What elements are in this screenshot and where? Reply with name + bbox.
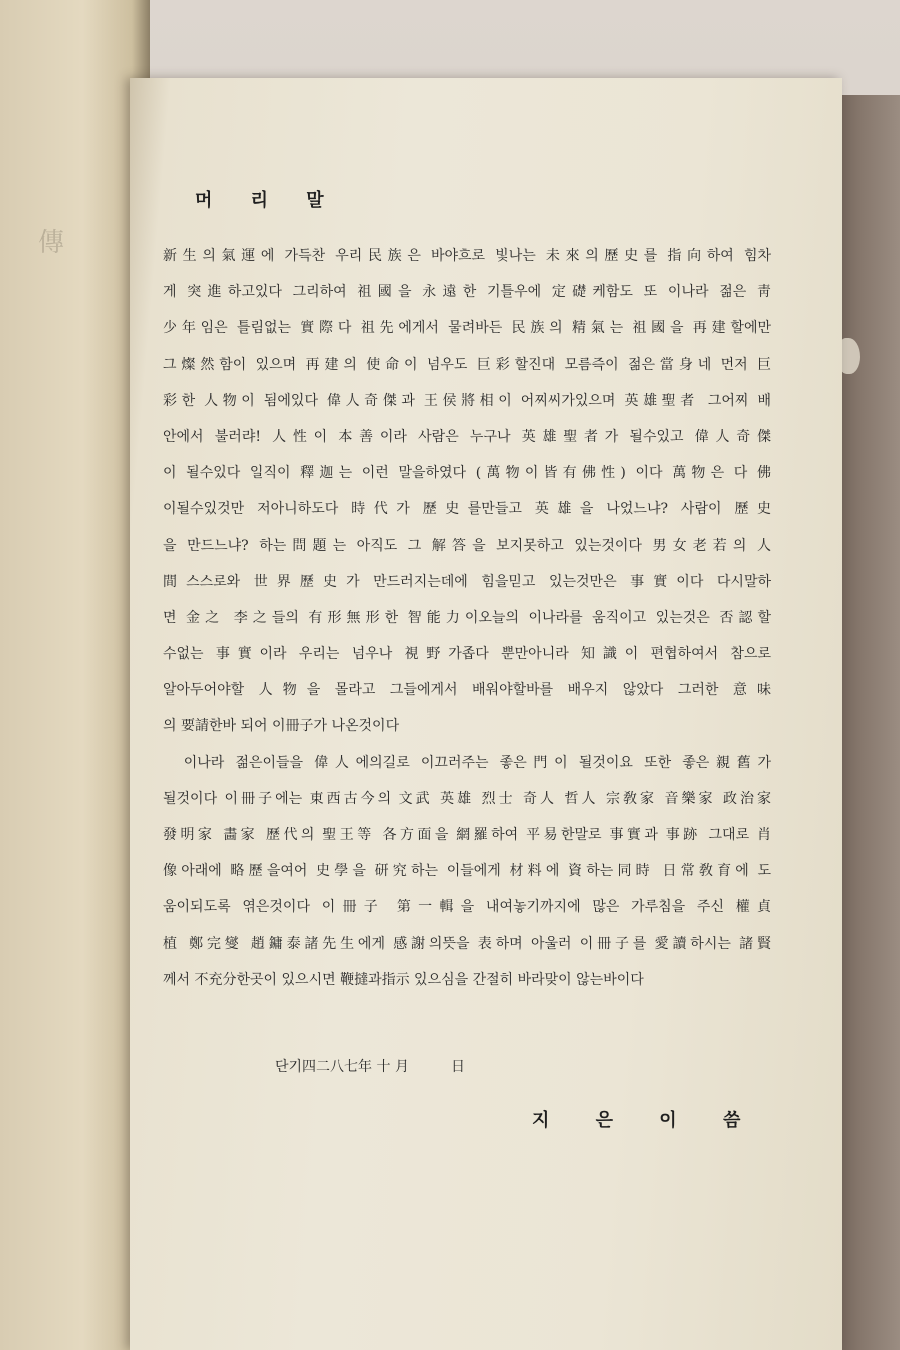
date-line: 단기四二八七年 十 月 日: [275, 1059, 465, 1075]
text-line: 新生의氣運에 가득찬 우리民族은 바야흐로 빛나는 未來의歷史를 指向하여 힘차: [163, 248, 771, 264]
text-line: 안에서 불러랴! 人性이 本善이라 사람은 누구나 英雄聖者가 될수있고 偉人奇傑: [163, 428, 771, 445]
previous-page: [0, 0, 150, 1350]
text-line: 植 鄭完燮 趙鏞泰諸先生에게 感謝의뜻을 表하며 아울러 이冊子를 愛讀하시는 諸賢: [163, 935, 771, 952]
text-line: 發明家 畵家 歷代의 聖王等 各方面을 網羅하여 平易한말로 事實과 事跡 그대로 肖: [163, 827, 771, 843]
text-line: 이나라 젊은이들을 偉人에의길로 이끄러주는 좋은門이 될것이요 또한 좋은親舊가: [163, 754, 771, 771]
text-line: 의 要請한바 되어 이冊子가 나온것이다: [163, 718, 400, 735]
page-heading: 머 리 말: [195, 190, 340, 211]
text-line: 少年임은 틀림없는 實際다 祖先에게서 물려바든 民族의 精氣는 祖國을 再建할에만: [163, 320, 771, 337]
text-line: 될것이다 이冊子에는 東西古今의 文武 英雄 烈士 奇人 哲人 宗敎家 音樂家 政治家: [163, 790, 771, 807]
text-line: 알아두어야할 人物을 몰라고 그들에게서 배워야할바를 배우지 않았다 그러한 意味: [163, 682, 771, 699]
text-line: 께서 不充分한곳이 있으시면 鞭撻과指示 있으심을 간절히 바라맞이 않는바이다: [163, 971, 644, 988]
text-line: 이 될수있다 일직이 釋迦는 이런 말을하였다 (萬物이皆有佛性) 이다 萬物은 다 佛: [163, 465, 771, 482]
text-line: 을 만드느냐? 하는問題는 아직도 그 解答을 보지못하고 있는것이다 男女老若의 人: [163, 537, 771, 554]
text-line: 움이되도록 엮은것이다 이冊子 第一輯을 내여놓기까지에 많은 가루침을 주신 權貞: [163, 899, 771, 916]
text-line: 그燦然함이 있으며 再建의 使命이 넘우도 巨彩할진대 모름즉이 젊은當身네 먼저 巨: [163, 356, 771, 373]
text-line: 이될수있것만 저아니하도다 時代가 歷史를만들고 英雄을 나었느냐? 사람이 歷史: [163, 501, 771, 518]
text-line: 像아래에 略歷을여어 史學을 研究하는 이들에게 材料에 資하는同時 日常敎育에 도: [163, 863, 771, 880]
text-line: 間스스로와 世界歷史가 만드러지는데에 힘을믿고 있는것만은 事實이다 다시말하: [163, 573, 771, 590]
text-line: 彩한 人物이 됨에있다 偉人奇傑과 王侯將相이 어찌씨가있으며 英雄聖者 그어찌 배: [163, 392, 771, 409]
text-line: 게 突進하고있다 그리하여 祖國을 永遠한 기틀우에 定礎케함도 또 이나라 젊은 靑: [163, 284, 771, 301]
bleed-through-text: 傳: [38, 228, 65, 258]
text-line: 수없는 事實이라 우리는 넘우나 視野가좁다 뿐만아니라 知識이 편협하여서 참으로: [163, 646, 771, 663]
book-cover-edge: [832, 95, 900, 1350]
author-signature: 지 은 이 씀: [532, 1110, 761, 1131]
preface-body: [163, 238, 771, 998]
text-line: 면 金之 李之들의 有形無形한 智能力이오늘의 이나라를 움직이고 있는것은 否認할: [163, 609, 771, 626]
